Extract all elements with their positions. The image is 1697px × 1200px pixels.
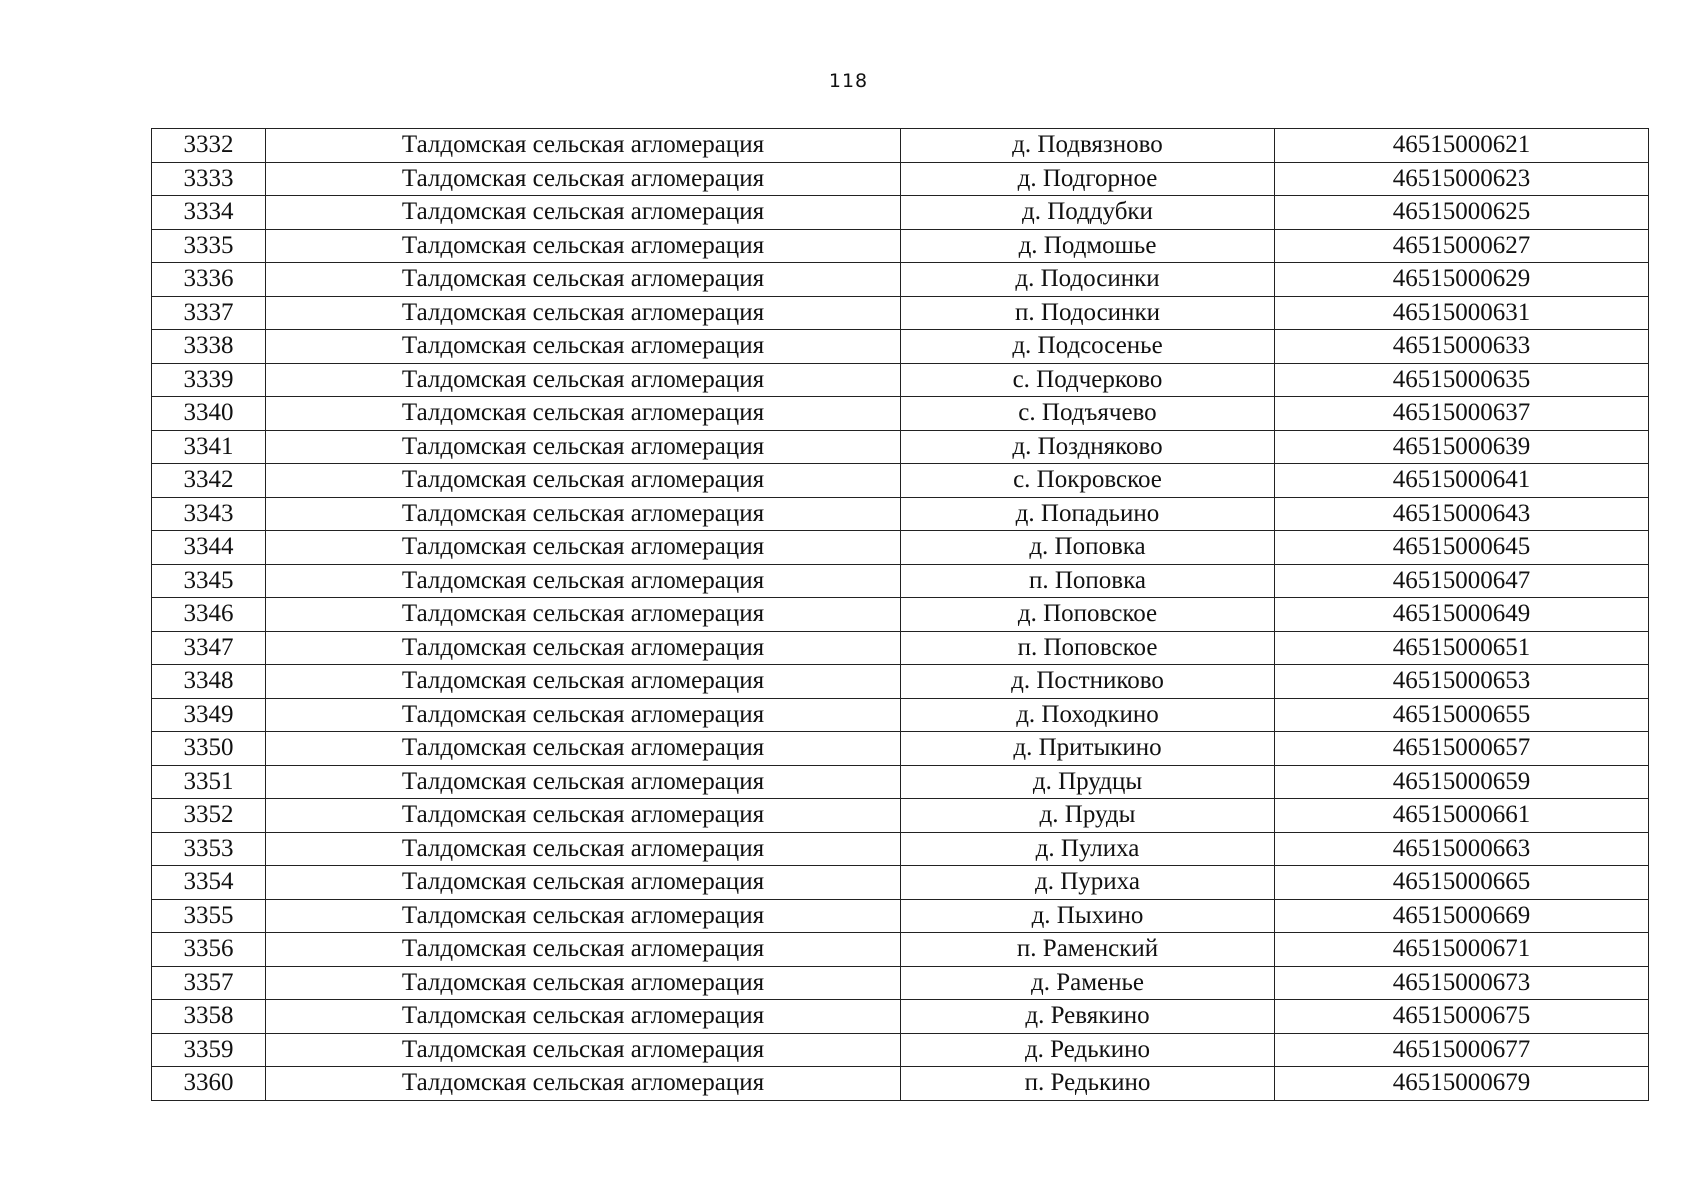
agglomeration-cell: Талдомская сельская агломерация (266, 899, 901, 933)
table-row (152, 1000, 1649, 1034)
agglomeration-cell: Талдомская сельская агломерация (266, 631, 901, 665)
row-number-cell: 3355 (152, 899, 266, 933)
agglomeration-cell: Талдомская сельская агломерация (266, 765, 901, 799)
row-number-cell: 3341 (152, 430, 266, 464)
agglomeration-cell: Талдомская сельская агломерация (266, 665, 901, 699)
locality-cell: д. Походкино (901, 698, 1275, 732)
oktmo-code-cell: 46515000633 (1275, 330, 1649, 364)
agglomeration-cell: Талдомская сельская агломерация (266, 1067, 901, 1101)
locality-cell: п. Подосинки (901, 296, 1275, 330)
table-row (152, 966, 1649, 1000)
agglomeration-cell: Талдомская сельская агломерация (266, 263, 901, 297)
table-row (152, 397, 1649, 431)
agglomeration-cell: Талдомская сельская агломерация (266, 129, 901, 163)
agglomeration-cell: Талдомская сельская агломерация (266, 363, 901, 397)
locality-cell: д. Подгорное (901, 162, 1275, 196)
oktmo-code-cell: 46515000621 (1275, 129, 1649, 163)
table-row (152, 732, 1649, 766)
oktmo-code-cell: 46515000625 (1275, 196, 1649, 230)
agglomeration-cell: Талдомская сельская агломерация (266, 330, 901, 364)
row-number-cell: 3340 (152, 397, 266, 431)
oktmo-code-cell: 46515000645 (1275, 531, 1649, 565)
agglomeration-cell: Талдомская сельская агломерация (266, 866, 901, 900)
table-row (152, 765, 1649, 799)
row-number-cell: 3358 (152, 1000, 266, 1034)
table-row (152, 899, 1649, 933)
row-number-cell: 3337 (152, 296, 266, 330)
locality-cell: д. Пулиха (901, 832, 1275, 866)
locality-cell: д. Подвязново (901, 129, 1275, 163)
oktmo-code-cell: 46515000649 (1275, 598, 1649, 632)
agglomeration-cell: Талдомская сельская агломерация (266, 933, 901, 967)
locality-cell: д. Ревякино (901, 1000, 1275, 1034)
table-row (152, 531, 1649, 565)
table-row (152, 933, 1649, 967)
row-number-cell: 3339 (152, 363, 266, 397)
agglomeration-cell: Талдомская сельская агломерация (266, 497, 901, 531)
locality-cell: д. Прудцы (901, 765, 1275, 799)
locality-cell: д. Попадьино (901, 497, 1275, 531)
locality-cell: д. Подосинки (901, 263, 1275, 297)
agglomeration-cell: Талдомская сельская агломерация (266, 832, 901, 866)
row-number-cell: 3346 (152, 598, 266, 632)
oktmo-code-cell: 46515000655 (1275, 698, 1649, 732)
oktmo-code-cell: 46515000631 (1275, 296, 1649, 330)
agglomeration-cell: Талдомская сельская агломерация (266, 397, 901, 431)
table-row (152, 698, 1649, 732)
row-number-cell: 3332 (152, 129, 266, 163)
table-row (152, 162, 1649, 196)
oktmo-code-cell: 46515000647 (1275, 564, 1649, 598)
oktmo-code-cell: 46515000675 (1275, 1000, 1649, 1034)
locality-cell: д. Пруды (901, 799, 1275, 833)
oktmo-code-cell: 46515000639 (1275, 430, 1649, 464)
locality-cell: д. Притыкино (901, 732, 1275, 766)
table-row (152, 464, 1649, 498)
row-number-cell: 3360 (152, 1067, 266, 1101)
agglomeration-cell: Талдомская сельская агломерация (266, 1033, 901, 1067)
row-number-cell: 3357 (152, 966, 266, 1000)
table-row (152, 296, 1649, 330)
row-number-cell: 3342 (152, 464, 266, 498)
agglomeration-cell: Талдомская сельская агломерация (266, 296, 901, 330)
locality-cell: д. Поповское (901, 598, 1275, 632)
settlements-table (151, 128, 1649, 1101)
table-row (152, 430, 1649, 464)
row-number-cell: 3359 (152, 1033, 266, 1067)
table-row (152, 631, 1649, 665)
oktmo-code-cell: 46515000673 (1275, 966, 1649, 1000)
table-row (152, 497, 1649, 531)
table-row (152, 866, 1649, 900)
locality-cell: с. Покровское (901, 464, 1275, 498)
table-row (152, 129, 1649, 163)
row-number-cell: 3347 (152, 631, 266, 665)
row-number-cell: 3349 (152, 698, 266, 732)
oktmo-code-cell: 46515000627 (1275, 229, 1649, 263)
table-row (152, 665, 1649, 699)
agglomeration-cell: Талдомская сельская агломерация (266, 564, 901, 598)
oktmo-code-cell: 46515000669 (1275, 899, 1649, 933)
locality-cell: п. Редькино (901, 1067, 1275, 1101)
row-number-cell: 3354 (152, 866, 266, 900)
locality-cell: д. Подмошье (901, 229, 1275, 263)
locality-cell: д. Пуриха (901, 866, 1275, 900)
row-number-cell: 3338 (152, 330, 266, 364)
locality-cell: д. Пыхино (901, 899, 1275, 933)
locality-cell: п. Поповское (901, 631, 1275, 665)
row-number-cell: 3353 (152, 832, 266, 866)
agglomeration-cell: Талдомская сельская агломерация (266, 229, 901, 263)
oktmo-code-cell: 46515000643 (1275, 497, 1649, 531)
row-number-cell: 3344 (152, 531, 266, 565)
locality-cell: д. Поддубки (901, 196, 1275, 230)
row-number-cell: 3356 (152, 933, 266, 967)
oktmo-code-cell: 46515000637 (1275, 397, 1649, 431)
table-row (152, 263, 1649, 297)
agglomeration-cell: Талдомская сельская агломерация (266, 1000, 901, 1034)
oktmo-code-cell: 46515000657 (1275, 732, 1649, 766)
row-number-cell: 3343 (152, 497, 266, 531)
oktmo-code-cell: 46515000629 (1275, 263, 1649, 297)
oktmo-code-cell: 46515000659 (1275, 765, 1649, 799)
table-row (152, 564, 1649, 598)
table-body (152, 129, 1649, 1101)
row-number-cell: 3335 (152, 229, 266, 263)
oktmo-code-cell: 46515000623 (1275, 162, 1649, 196)
locality-cell: д. Редькино (901, 1033, 1275, 1067)
locality-cell: д. Подсосенье (901, 330, 1275, 364)
agglomeration-cell: Талдомская сельская агломерация (266, 598, 901, 632)
agglomeration-cell: Талдомская сельская агломерация (266, 196, 901, 230)
agglomeration-cell: Талдомская сельская агломерация (266, 698, 901, 732)
locality-cell: с. Подчерково (901, 363, 1275, 397)
agglomeration-cell: Талдомская сельская агломерация (266, 531, 901, 565)
table-row (152, 1067, 1649, 1101)
oktmo-code-cell: 46515000663 (1275, 832, 1649, 866)
table-row (152, 799, 1649, 833)
agglomeration-cell: Талдомская сельская агломерация (266, 430, 901, 464)
oktmo-code-cell: 46515000679 (1275, 1067, 1649, 1101)
oktmo-code-cell: 46515000677 (1275, 1033, 1649, 1067)
row-number-cell: 3334 (152, 196, 266, 230)
locality-cell: п. Раменский (901, 933, 1275, 967)
agglomeration-cell: Талдомская сельская агломерация (266, 162, 901, 196)
oktmo-code-cell: 46515000641 (1275, 464, 1649, 498)
table-row (152, 832, 1649, 866)
row-number-cell: 3345 (152, 564, 266, 598)
table-row (152, 229, 1649, 263)
agglomeration-cell: Талдомская сельская агломерация (266, 966, 901, 1000)
locality-cell: с. Подъячево (901, 397, 1275, 431)
oktmo-code-cell: 46515000651 (1275, 631, 1649, 665)
table-row (152, 330, 1649, 364)
row-number-cell: 3350 (152, 732, 266, 766)
agglomeration-cell: Талдомская сельская агломерация (266, 464, 901, 498)
page-number: 118 (828, 70, 869, 92)
agglomeration-cell: Талдомская сельская агломерация (266, 732, 901, 766)
oktmo-code-cell: 46515000665 (1275, 866, 1649, 900)
locality-cell: д. Поповка (901, 531, 1275, 565)
oktmo-code-cell: 46515000661 (1275, 799, 1649, 833)
table-row (152, 363, 1649, 397)
oktmo-code-cell: 46515000635 (1275, 363, 1649, 397)
locality-cell: д. Поздняково (901, 430, 1275, 464)
agglomeration-cell: Талдомская сельская агломерация (266, 799, 901, 833)
locality-cell: д. Раменье (901, 966, 1275, 1000)
row-number-cell: 3351 (152, 765, 266, 799)
row-number-cell: 3352 (152, 799, 266, 833)
oktmo-code-cell: 46515000671 (1275, 933, 1649, 967)
table-row (152, 598, 1649, 632)
locality-cell: д. Постниково (901, 665, 1275, 699)
locality-cell: п. Поповка (901, 564, 1275, 598)
row-number-cell: 3348 (152, 665, 266, 699)
table-row (152, 1033, 1649, 1067)
table-row (152, 196, 1649, 230)
row-number-cell: 3333 (152, 162, 266, 196)
row-number-cell: 3336 (152, 263, 266, 297)
oktmo-code-cell: 46515000653 (1275, 665, 1649, 699)
